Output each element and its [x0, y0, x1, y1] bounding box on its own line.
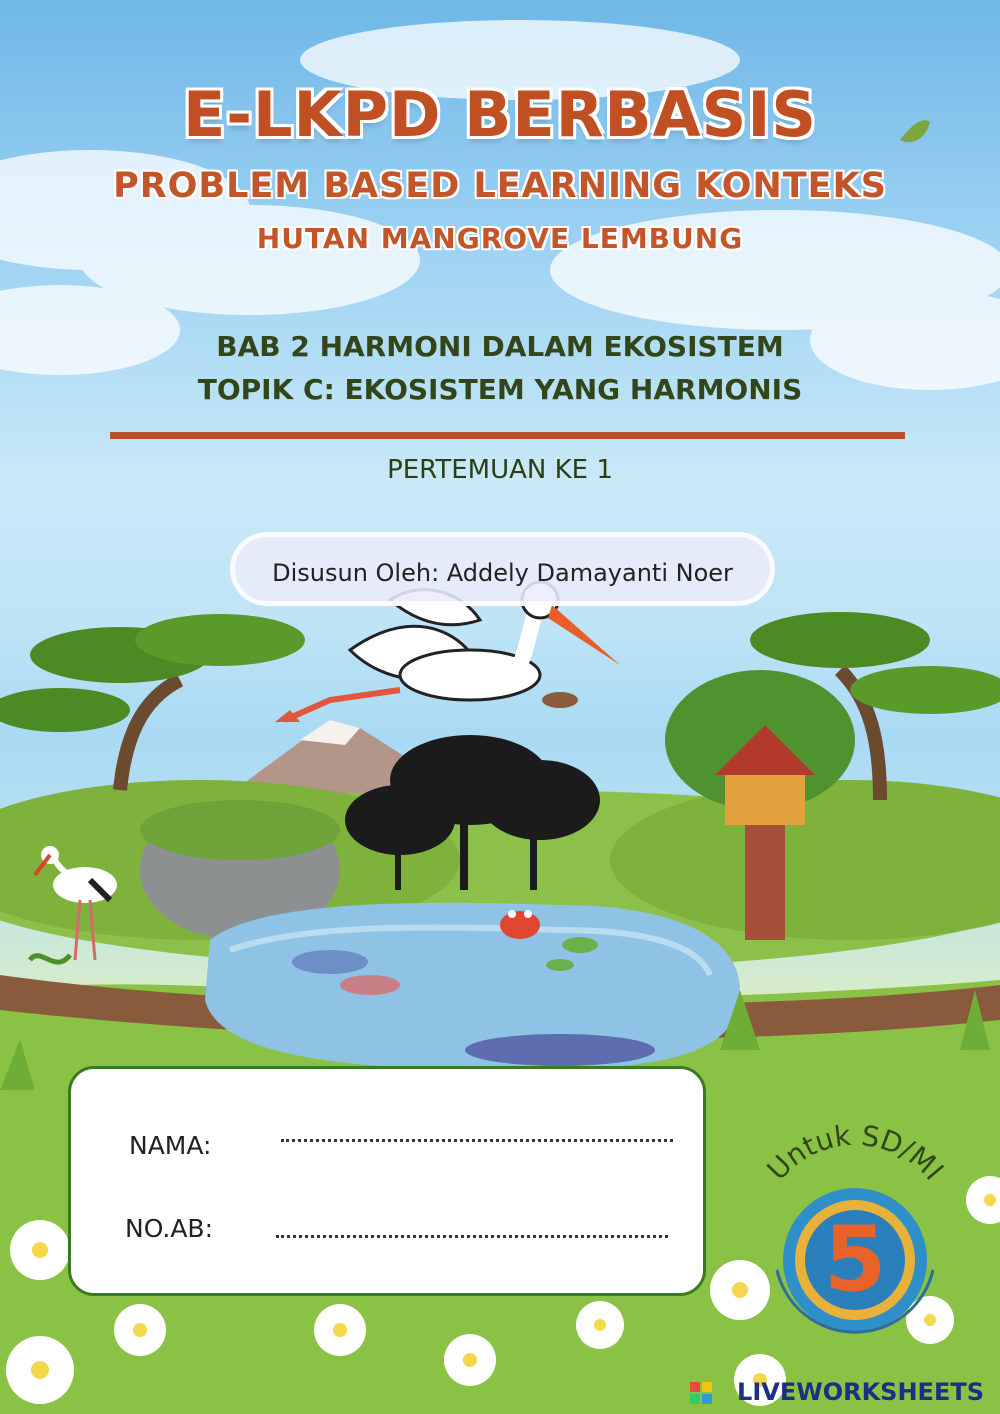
author-text: Disusun Oleh: Addely Damayanti Noer	[272, 559, 733, 587]
chapter-heading: BAB 2 HARMONI DALAM EKOSISTEM	[216, 330, 784, 363]
author-badge	[230, 532, 775, 606]
title-line-1: E-LKPD BERBASIS	[182, 78, 818, 151]
snake-illustration	[30, 955, 70, 962]
number-label: NO.AB:	[125, 1214, 213, 1243]
acacia-tree-left	[0, 614, 305, 790]
name-field[interactable]	[281, 1139, 673, 1142]
worksheet-logo-icon	[690, 1382, 712, 1404]
number-field[interactable]	[276, 1235, 668, 1238]
title-line-3: HUTAN MANGROVE LEMBUNG	[256, 222, 744, 255]
grade-badge	[735, 1120, 975, 1360]
divider	[110, 432, 905, 439]
grade-number: 5	[823, 1207, 887, 1312]
topic-heading: TOPIK C: EKOSISTEM YANG HARMONIS	[197, 373, 803, 406]
name-label: NAMA:	[129, 1131, 212, 1160]
title-line-2: PROBLEM BASED LEARNING KONTEKS	[113, 166, 887, 206]
grade-label: Untuk SD/MI	[760, 1120, 951, 1187]
student-info-box	[68, 1066, 706, 1296]
brand-wordmark[interactable]: LIVEWORKSHEETS	[737, 1378, 984, 1406]
bird-illustration	[542, 692, 578, 708]
meeting-label: PERTEMUAN KE 1	[387, 455, 613, 485]
